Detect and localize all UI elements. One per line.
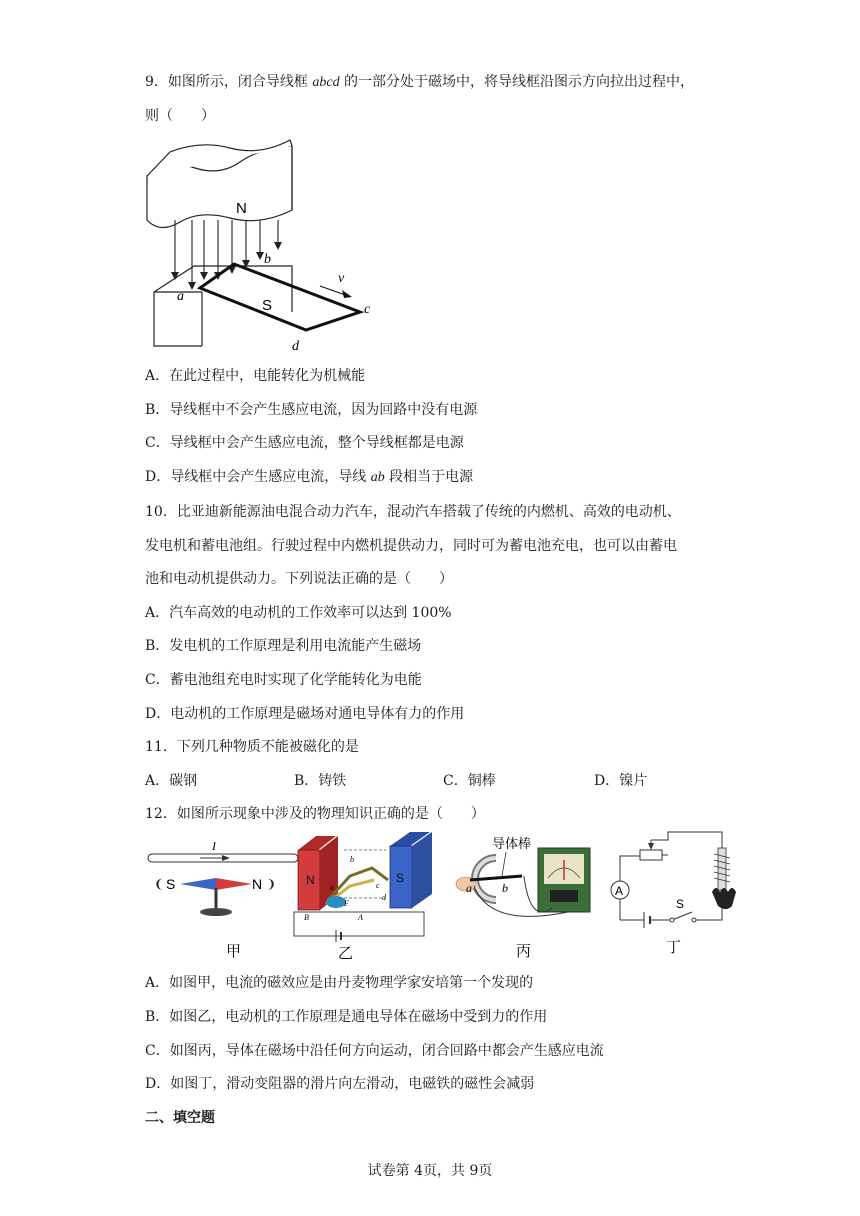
yi-label-c: c: [376, 881, 380, 890]
q9-option-c: C．导线框中会产生感应电流，整个导线框都是电源: [145, 435, 464, 451]
ding-label-A: A: [615, 884, 624, 898]
yi-caption: 乙: [338, 944, 354, 962]
q9-label-N: N: [236, 200, 247, 217]
q12-figure: [140, 828, 760, 968]
ding-caption: 丁: [666, 938, 682, 956]
jia-label-S: S: [166, 876, 176, 892]
svg-text:❩: ❩: [266, 877, 277, 891]
q11-stem: 11．下列几种物质不能被磁化的是: [145, 739, 359, 755]
figure-yi: [294, 832, 432, 962]
jia-caption: 甲: [226, 942, 242, 960]
q9-label-v: v: [338, 271, 345, 286]
jia-label-I: I: [212, 839, 216, 853]
yi-label-d: d: [382, 893, 386, 902]
q12-stem: 12．如图所示现象中涉及的物理知识正确的是（ ）: [145, 806, 485, 822]
figure-ding: [611, 832, 736, 956]
q12-option-d: D．如图丁，滑动变阻器的滑片向左滑动，电磁铁的磁性会减弱: [145, 1076, 535, 1092]
q9-label-d: d: [292, 339, 299, 354]
q9-option-d-pre: D．导线框中会产生感应电流，导线: [145, 469, 371, 485]
section-heading: 二、填空题: [145, 1110, 215, 1126]
q12-option-c: C．如图丙，导体在磁场中沿任何方向运动，闭合回路中都会产生感应电流: [145, 1043, 604, 1059]
q10-stem-line3: 池和电动机提供动力。下列说法正确的是（ ）: [145, 571, 453, 587]
q9-stem-ital: abcd: [312, 75, 340, 90]
bing-label-b: b: [502, 881, 508, 895]
jia-label-N: N: [252, 876, 263, 892]
q10-option-b: B．发电机的工作原理是利用电流能产生磁场: [145, 638, 422, 654]
q9-option-b: B．导线框中不会产生感应电流，因为回路中没有电源: [145, 402, 478, 418]
q9-label-S: S: [262, 297, 273, 314]
bing-caption: 丙: [516, 942, 532, 960]
q12-option-a: A．如图甲，电流的磁效应是由丹麦物理学家安培第一个发现的: [145, 975, 534, 991]
svg-text:❨: ❨: [154, 877, 165, 891]
q9-option-d: [145, 467, 473, 488]
q11-option-a: A．碳钢: [145, 773, 198, 789]
q9-label-c: c: [364, 302, 371, 317]
ding-label-S: S: [676, 897, 685, 911]
q9-label-a: a: [177, 289, 184, 304]
yi-label-S: S: [396, 871, 405, 885]
q9-stem-line2: 则（ ）: [145, 108, 215, 124]
q11-option-b: B．铸铁: [294, 773, 347, 789]
q9-option-d-post: 段相当于电源: [384, 469, 474, 485]
q9-stem-pre: 9．如图所示，闭合导线框: [145, 74, 313, 90]
q12-option-b: B．如图乙，电动机的工作原理是通电导体在磁场中受到力的作用: [145, 1009, 548, 1025]
q10-stem-line2: 发电机和蓄电池组。行驶过程中内燃机提供动力，同时可为蓄电池充电，也可以由蓄电: [145, 538, 677, 554]
q10-option-c: C．蓄电池组充电时实现了化学能转化为电能: [145, 672, 422, 688]
q9-figure: [140, 138, 390, 360]
q11-option-d: D．镍片: [594, 773, 648, 789]
q10-stem-line1: 10．比亚迪新能源油电混合动力汽车，混动汽车搭载了传统的内燃机、高效的电动机、: [145, 504, 681, 520]
q9-stem: [145, 72, 694, 93]
q9-option-a: A．在此过程中，电能转化为机械能: [145, 368, 366, 384]
yi-label-F: F: [344, 899, 349, 908]
figure-bing: [456, 836, 590, 960]
figure-jia: [148, 839, 298, 960]
q9-label-b: b: [264, 252, 271, 267]
q11-option-c: C．铜棒: [443, 773, 496, 789]
q10-option-d: D．电动机的工作原理是磁场对通电导体有力的作用: [145, 706, 465, 722]
bing-label-conductor: 导体棒: [492, 837, 532, 852]
q10-option-a: A．汽车高效的电动机的工作效率可以达到 100%: [145, 605, 452, 621]
bing-label-a: a: [466, 881, 472, 895]
yi-label-A: A: [358, 913, 363, 922]
q9-option-d-ital: ab: [370, 470, 385, 485]
page-footer: 试卷第 4页，共 9页: [367, 1163, 493, 1179]
yi-label-a: a: [330, 883, 334, 892]
yi-label-B: B: [304, 913, 309, 922]
yi-label-N: N: [306, 873, 315, 887]
q9-stem-post: 的一部分处于磁场中，将导线框沿图示方向拉出过程中，: [339, 74, 695, 90]
yi-label-b: b: [350, 855, 354, 864]
